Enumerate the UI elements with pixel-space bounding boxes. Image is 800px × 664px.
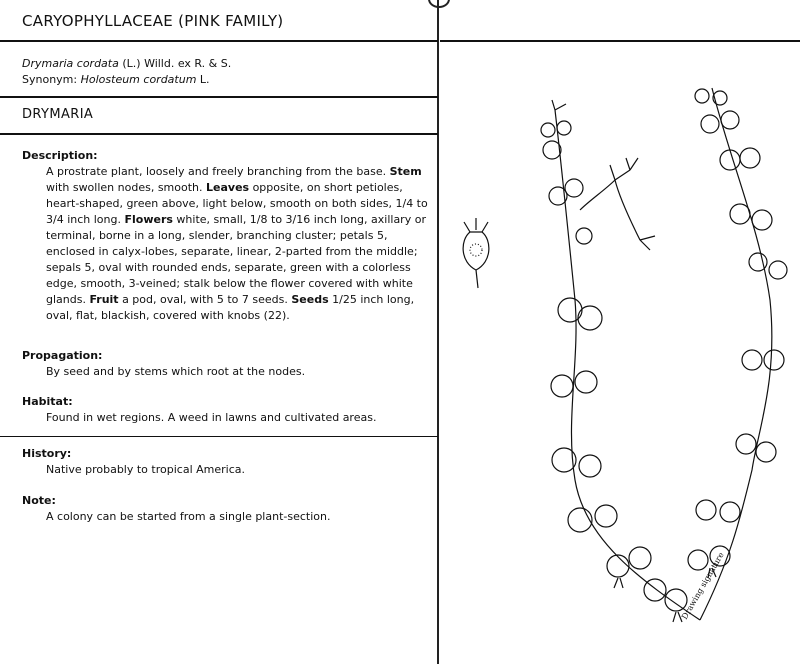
note-section <box>22 493 432 525</box>
propagation-text: By seed and by stems which root at the nodes. <box>46 365 306 378</box>
synonym-authority: L. <box>199 73 210 86</box>
history-text: Native probably to tropical America. <box>46 463 245 476</box>
flowers-label: Flowers <box>124 213 173 226</box>
habitat-text: Found in wet regions. A weed in lawns and cultivated areas. <box>46 411 377 424</box>
habitat-heading: Habitat: <box>22 395 73 408</box>
seeds-text: 1/25 inch long, oval, flat, blackish, covered with knobs (22). <box>46 293 415 322</box>
leaves-text: opposite, on short petioles, heart-shaped, green above, light below, smooth on both sides, 1/4 to 3/4 inch long. <box>46 181 428 226</box>
fruit-text: a pod, oval, with 5 to 7 seeds. <box>118 293 292 306</box>
description-intro: A prostrate plant, loosely and freely branching from the base. <box>46 165 387 178</box>
synonym-line <box>22 72 231 88</box>
description-heading: Description: <box>22 149 98 162</box>
illustration-page <box>440 0 800 664</box>
artist-signature: Drawing signature <box>679 550 726 621</box>
species-line <box>22 56 231 72</box>
stem-label: Stem <box>389 165 422 178</box>
rule-top <box>0 40 438 42</box>
seeds-label: Seeds <box>291 293 329 306</box>
genus-title: DRYMARIA <box>22 107 94 122</box>
inflorescence <box>580 158 655 250</box>
species-authority: (L.) Willd. ex R. & S. <box>122 57 232 70</box>
rule-genus-top <box>0 96 438 98</box>
propagation-section <box>22 348 432 380</box>
note-heading: Note: <box>22 494 56 507</box>
synonym-label: Synonym: <box>22 73 78 86</box>
species-block <box>22 56 231 88</box>
habitat-section <box>22 394 432 426</box>
description-section <box>22 148 432 324</box>
rule-genus-bottom <box>0 133 438 135</box>
seed-pod-drawing <box>463 218 489 288</box>
description-body <box>22 164 432 324</box>
rule-history <box>0 436 438 437</box>
plant-illustration <box>440 0 800 664</box>
fruit-label: Fruit <box>89 293 119 306</box>
left-stem <box>555 110 700 620</box>
stem-text: with swollen nodes, smooth. <box>46 181 206 194</box>
family-title: CARYOPHYLLACEAE (PINK FAMILY) <box>22 12 284 30</box>
history-heading: History: <box>22 447 72 460</box>
synonym-name: Holosteum cordatum <box>80 73 197 86</box>
propagation-heading: Propagation: <box>22 349 103 362</box>
species-name: Drymaria cordata <box>22 57 119 70</box>
note-text: A colony can be started from a single plant-section. <box>46 510 331 523</box>
leaves <box>541 89 787 611</box>
flowers-text: white, small, 1/8 to 3/16 inch long, axillary or terminal, borne in a long, slender, branching cluster; petals 5, enclosed in calyx-lobes, separate, linear, 2-parted from the middle; sepals 5, oval with rounded ends, separate, green with a colorless edge, smooth, 3-veined; stalk below the flower covered with white glands. <box>46 213 426 306</box>
history-section <box>22 446 432 478</box>
leaves-label: Leaves <box>206 181 250 194</box>
